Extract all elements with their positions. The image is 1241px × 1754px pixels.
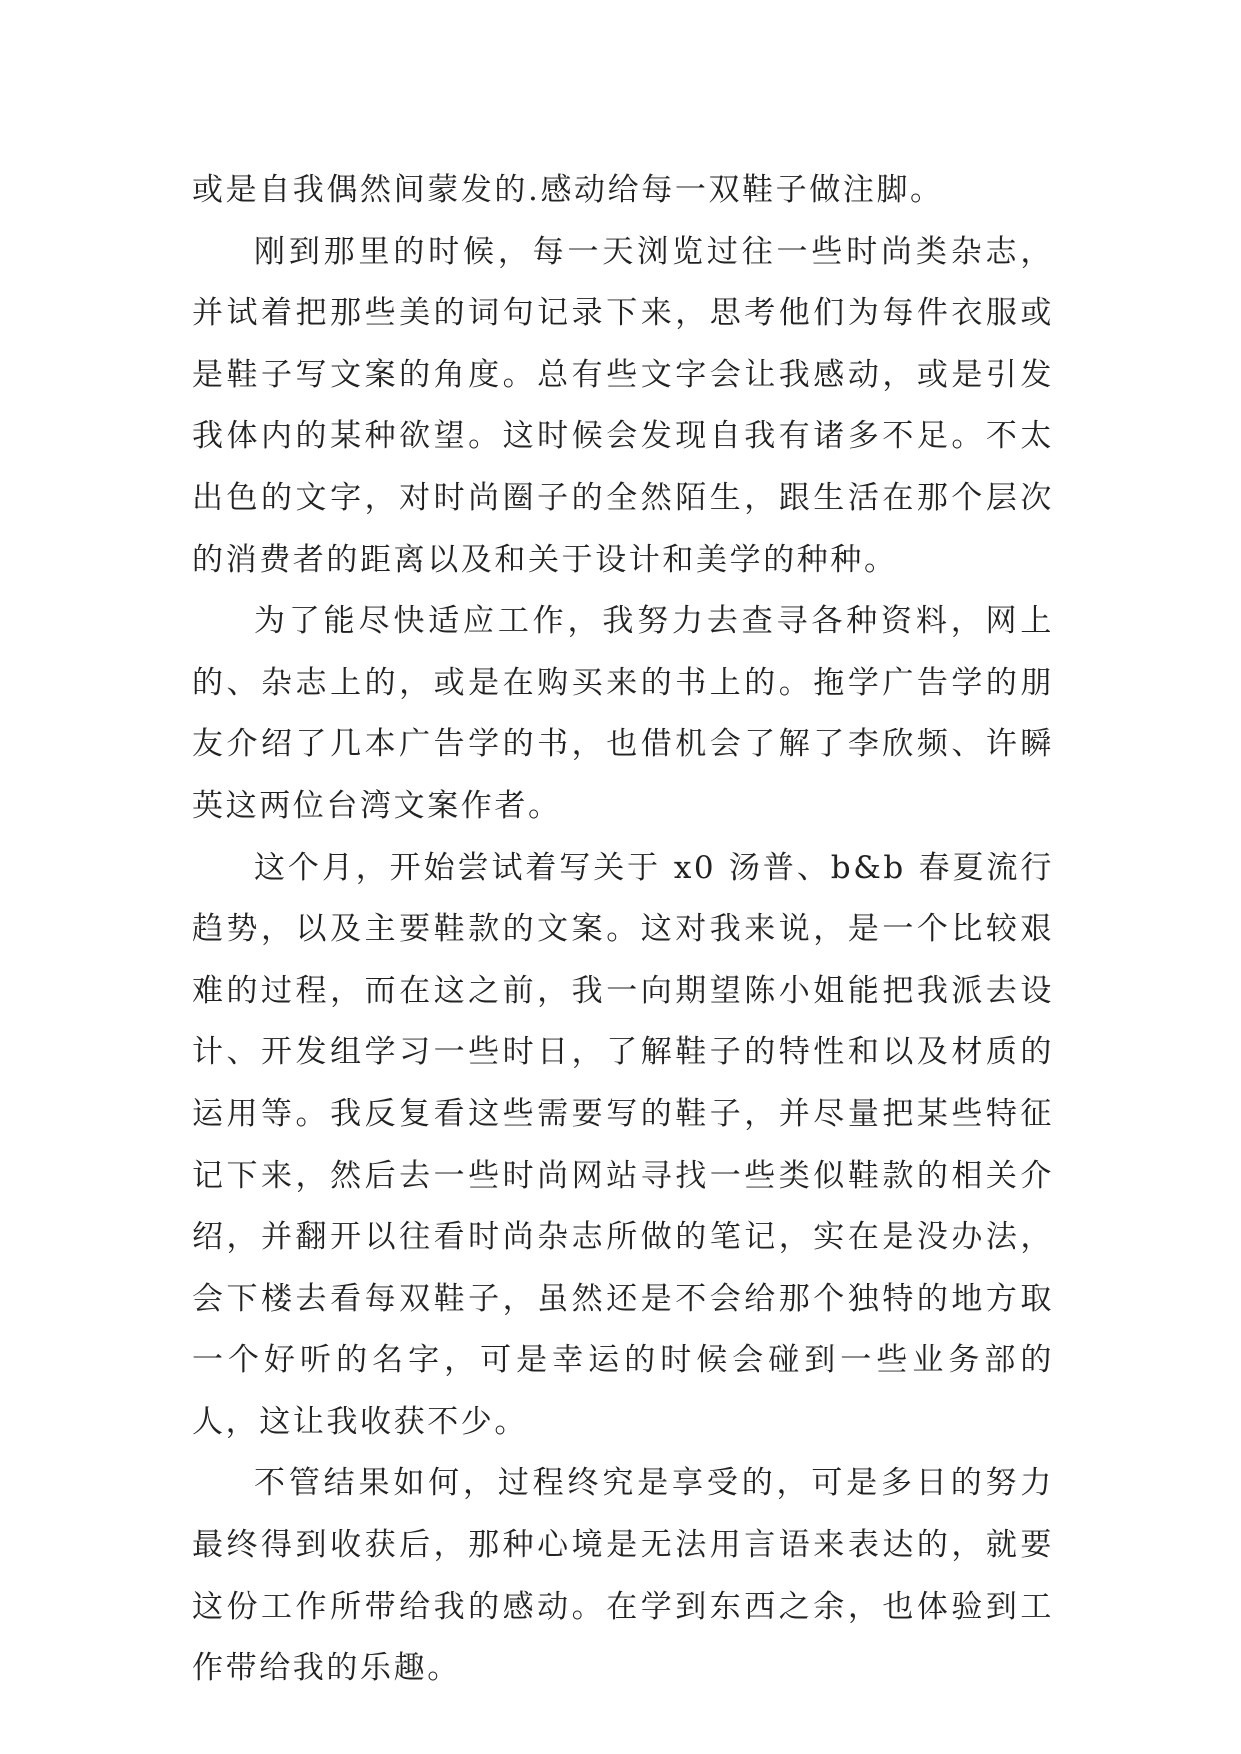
paragraph-research: 为了能尽快适应工作，我努力去查寻各种资料，网上的、杂志上的，或是在购买来的书上的。拖学广告学的朋友介绍了几本广告学的书，也借机会了解了李欣频、许瞬英这两位台湾文案作者。 — [192, 603, 1054, 824]
paragraph-fashion-magazines: 刚到那里的时候，每一天浏览过往一些时尚类杂志，并试着把那些美的词句记录下来，思考他们为每件衣服或是鞋子写文案的角度。总有些文字会让我感动，或是引发我体内的某种欲望。这时候会发现自我有诸多不足。不太出色的文字，对时尚圈子的全然陌生，跟生活在那个层次的消费者的距离以及和关于设计和美学的种种。 — [192, 233, 1054, 578]
document-page — [192, 160, 1054, 1700]
paragraph-conclusion: 不管结果如何，过程终究是享受的，可是多日的努力最终得到收获后，那种心境是无法用言语来表达的，就要这份工作所带给我的感动。在学到东西之余，也体验到工作带给我的乐趣。 — [192, 1465, 1054, 1687]
paragraph-copywriting: 这个月，开始尝试着写关于 x0 汤普、b&b 春夏流行趋势，以及主要鞋款的文案。这对我来说，是一个比较艰难的过程，而在这之前，我一向期望陈小姐能把我派去设计、开发组学习一些时日，了解鞋子的特性和以及材质的运用等。我反复看这些需要写的鞋子，并尽量把某些特征记下来，然后去一些时尚网站寻找一些类似鞋款的相关介绍，并翻开以往看时尚杂志所做的笔记，实在是没办法，会下楼去看每双鞋子，虽然还是不会给那个独特的地方取一个好听的名字，可是幸运的时候会碰到一些业务部的人，这让我收获不少。 — [192, 849, 1054, 1440]
paragraph-continuation: 或是自我偶然间蒙发的.感动给每一双鞋子做注脚。 — [192, 172, 944, 208]
